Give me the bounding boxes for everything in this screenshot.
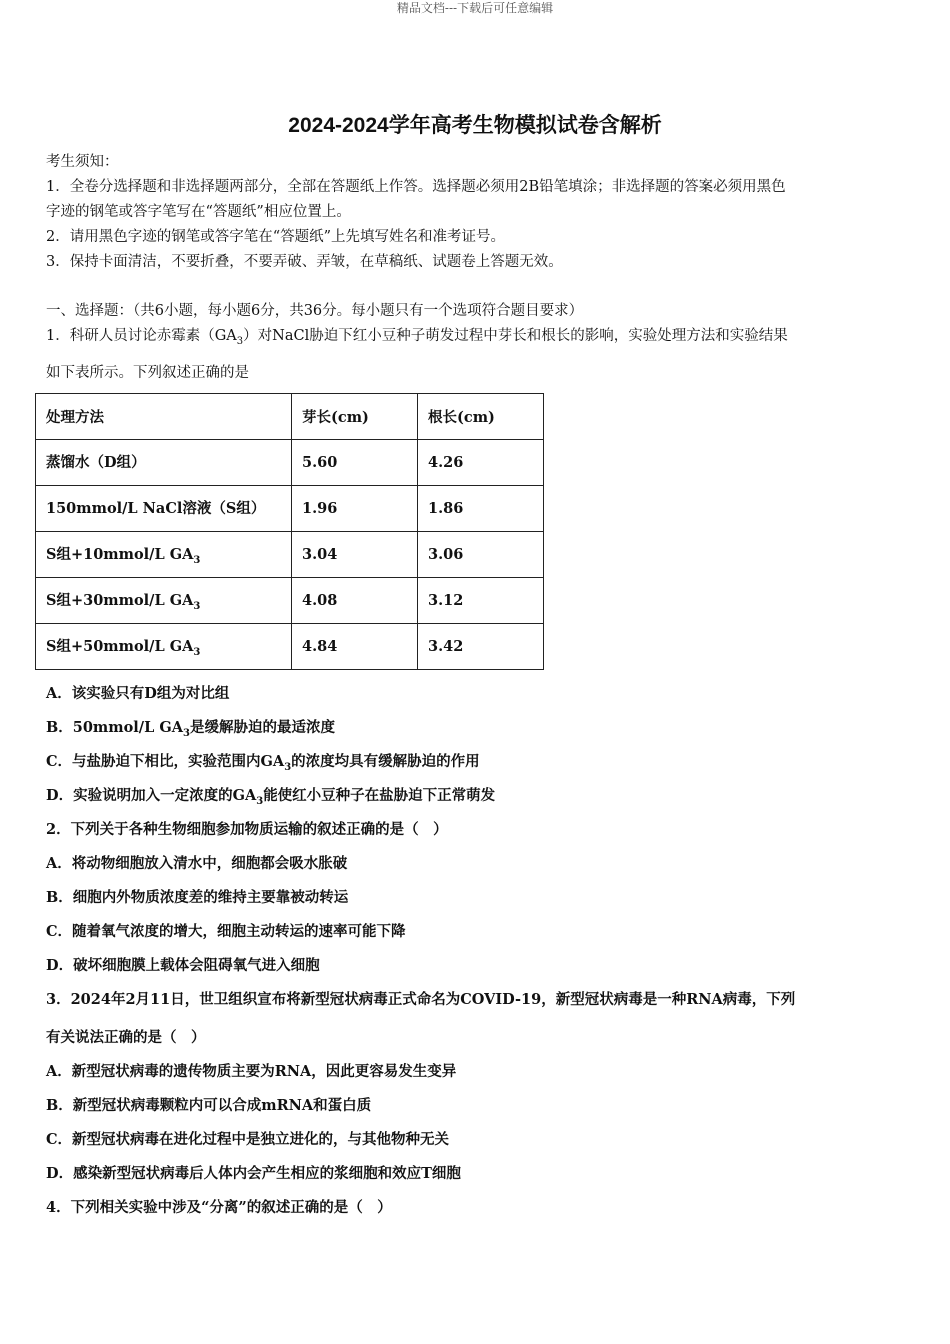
method-text: S组+30mmol/L GA	[46, 592, 194, 610]
q2-stem: 2．下列关于各种生物细胞参加物质运输的叙述正确的是（ ）	[46, 821, 448, 838]
table-row	[36, 532, 544, 578]
option-c-sub: 3	[284, 761, 292, 773]
notice-item: 1．全卷分选择题和非选择题两部分，全部在答题纸上作答。选择题必须用2B铅笔填涂；非选择题的答案必须用黑色	[46, 179, 786, 195]
method-sub: 3	[193, 554, 201, 566]
method-text: 蒸馏水（D组）	[46, 454, 146, 472]
method-text: S组+50mmol/L GA	[46, 638, 194, 656]
notice-item: 字迹的钢笔或答字笔写在“答题纸”相应位置上。	[46, 204, 351, 220]
cell-bud: 3.04	[292, 532, 418, 578]
cell-root: 1.86	[418, 486, 544, 532]
table-row	[36, 486, 544, 532]
results-table	[35, 393, 544, 670]
method-text: S组+10mmol/L GA	[46, 546, 194, 564]
option-c-pre: C．与盐胁迫下相比，实验范围内GA	[46, 753, 285, 770]
cell-method	[36, 578, 292, 624]
q1-stem-sub: 3	[236, 335, 244, 347]
cell-bud: 5.60	[292, 440, 418, 486]
header-method: 处理方法	[36, 394, 292, 440]
q3-option: C．新型冠状病毒在进化过程中是独立进化的，与其他物种无关	[46, 1131, 450, 1148]
option-b-pre: B．50mmol/L GA	[46, 719, 183, 736]
q1-option-d	[46, 786, 495, 812]
cell-root: 3.06	[418, 532, 544, 578]
page-header: 精品文档---下载后可任意编辑	[396, 1, 554, 15]
cell-bud: 1.96	[292, 486, 418, 532]
page-title: 2024-2024学年高考生物模拟试卷含解析	[288, 114, 662, 137]
section-heading: 一、选择题：（共6小题，每小题6分，共36分。每小题只有一个选项符合题目要求）	[46, 303, 584, 319]
q3-stem-line2: 有关说法正确的是（ ）	[46, 1029, 206, 1046]
q3-stem: 3．2024年2月11日，世卫组织宣布将新型冠状病毒正式命名为COVID-19，新型冠状病毒是一种RNA病毒，下列	[46, 991, 796, 1008]
cell-method	[36, 440, 292, 486]
q1-option-a: A．该实验只有D组为对比组	[46, 685, 230, 702]
q1-option-c	[46, 752, 480, 778]
cell-bud: 4.84	[292, 624, 418, 670]
option-b-post: 是缓解胁迫的最适浓度	[189, 719, 335, 736]
q1-stem-line2: 如下表所示。下列叙述正确的是	[46, 365, 249, 381]
q4-stem: 4．下列相关实验中涉及“分离”的叙述正确的是（ ）	[46, 1199, 392, 1216]
option-d-pre: D．实验说明加入一定浓度的GA	[46, 787, 257, 804]
q1-stem-post: ）对NaCl胁迫下红小豆种子萌发过程中芽长和根长的影响，实验处理方法和实验结果	[243, 328, 788, 344]
method-sub: 3	[193, 646, 201, 658]
cell-bud: 4.08	[292, 578, 418, 624]
q3-option: D．感染新型冠状病毒后人体内会产生相应的浆细胞和效应T细胞	[46, 1165, 461, 1182]
q2-option: B．细胞内外物质浓度差的维持主要靠被动转运	[46, 889, 349, 906]
cell-method	[36, 486, 292, 532]
option-b-sub: 3	[182, 727, 190, 739]
option-c-post: 的浓度均具有缓解胁迫的作用	[291, 753, 480, 770]
notice-item: 3．保持卡面清洁，不要折叠，不要弄破、弄皱，在草稿纸、试题卷上答题无效。	[46, 254, 563, 270]
method-text: 150mmol/L NaCl溶液（S组）	[46, 500, 266, 518]
table-header-row	[36, 394, 544, 440]
cell-root: 3.12	[418, 578, 544, 624]
method-sub: 3	[193, 600, 201, 612]
q2-option: C．随着氧气浓度的增大，细胞主动转运的速率可能下降	[46, 923, 406, 940]
table-row	[36, 578, 544, 624]
notice-heading: 考生须知：	[46, 154, 119, 170]
q1-stem-pre: 1．科研人员讨论赤霉素（GA	[46, 328, 237, 344]
cell-method	[36, 624, 292, 670]
option-d-sub: 3	[256, 795, 264, 807]
table-row	[36, 440, 544, 486]
table-row	[36, 624, 544, 670]
cell-root: 4.26	[418, 440, 544, 486]
notice-item: 2．请用黑色字迹的钢笔或答字笔在“答题纸”上先填写姓名和准考证号。	[46, 229, 506, 245]
cell-method	[36, 532, 292, 578]
q3-option: B．新型冠状病毒颗粒内可以合成mRNA和蛋白质	[46, 1097, 372, 1114]
q1-stem	[46, 326, 788, 352]
q1-option-b	[46, 718, 335, 744]
q2-option: A．将动物细胞放入清水中，细胞都会吸水胀破	[46, 855, 348, 872]
option-d-post: 能使红小豆种子在盐胁迫下正常萌发	[263, 787, 496, 804]
header-bud-length: 芽长(cm)	[292, 394, 418, 440]
q2-option: D．破坏细胞膜上载体会阻碍氧气进入细胞	[46, 957, 320, 974]
q3-option: A．新型冠状病毒的遗传物质主要为RNA，因此更容易发生变异	[46, 1063, 457, 1080]
header-root-length: 根长(cm)	[418, 394, 544, 440]
cell-root: 3.42	[418, 624, 544, 670]
